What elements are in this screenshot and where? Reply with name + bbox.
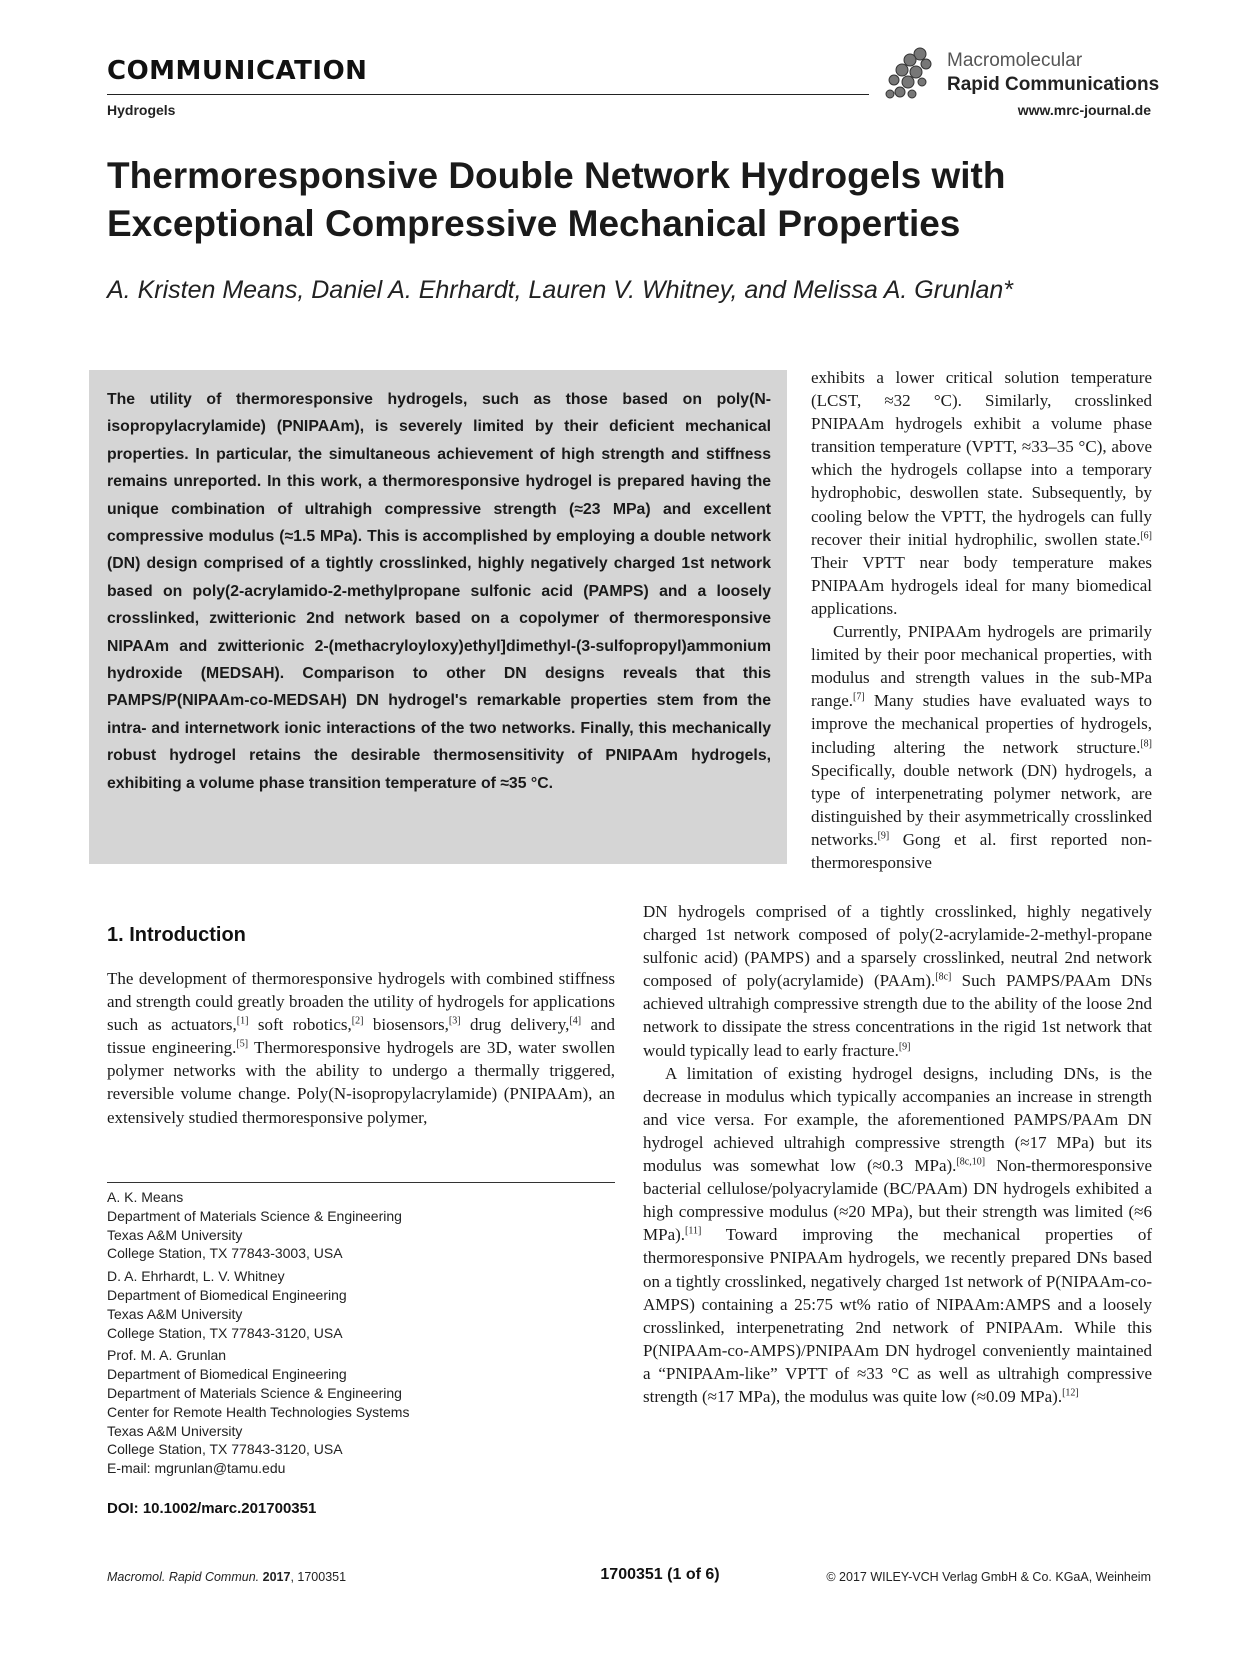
section-label: COMMUNICATION — [107, 56, 368, 86]
footer-journal: Macromol. Rapid Commun. — [107, 1570, 260, 1584]
affiliation-line: College Station, TX 77843-3120, USA — [107, 1441, 343, 1458]
journal-logo-icon — [880, 44, 942, 106]
citation-ref[interactable]: [11] — [685, 1225, 702, 1237]
journal-name-line1: Macromolecular — [947, 50, 1083, 71]
journal-name-line2: Rapid Communications — [947, 74, 1160, 95]
affiliation-line: Department of Biomedical Engineering — [107, 1286, 347, 1303]
affiliation-line: A. K. Means — [107, 1189, 184, 1205]
paragraph: DN hydrogels comprised of a tightly crosslinked, highly negatively charged 1st network composed of poly(2-acrylamide-2-methyl-propane sulfonic acid) (PAMPS) and a sparsely crosslinked, neutral 2nd network composed of poly(acrylamide) (PAAm).[8c] Such PAMPS/PAAm DNs achieved ultrahigh compressive strength due to the ability of the loose 2nd network to dissipate the stress concentrations in the rigid 1st network that would typically lead to early fracture.[9] — [643, 902, 1152, 1060]
page-number: 1700351 (1 of 6) — [600, 1566, 720, 1583]
doi-link[interactable]: DOI: 10.1002/marc.201700351 — [107, 1500, 317, 1517]
citation-ref[interactable]: [7] — [853, 691, 865, 703]
right-column-text — [811, 366, 1152, 874]
citation-ref[interactable]: [1] — [236, 1015, 249, 1027]
paragraph: exhibits a lower critical solution temperature (LCST, ≈32 °C). Similarly, crosslinked PNIPAAm hydrogels exhibit a volume phase transition temperature (VPTT, ≈33–35 °C), above which the hydrogels collapse into a temporary hydrophobic, deswollen state. Subsequently, by cooling below the VPTT, the hydrogels can fully recover their initial hydrophilic, swollen state.[6] Their VPTT near body temperature makes PNIPAAm hydrogels ideal for many biomedical applications. — [811, 368, 1152, 618]
citation-ref[interactable]: [9] — [877, 830, 890, 842]
footer-year: 2017 — [262, 1570, 291, 1584]
introduction-heading: 1. Introduction — [107, 924, 246, 946]
right-column-continued — [643, 900, 1152, 1408]
paragraph: Currently, PNIPAAm hydrogels are primarily limited by their poor mechanical properties, with modulus and strength values in the sub-MPa range.[7] Many studies have evaluated ways to improve the mechanical properties of hydrogels, including altering the network structure.[8] Specifically, double network (DN) hydrogels, a type of interpenetrating polymer network, are distinguished by their asymmetrically crosslinked networks.[9] Gong et al. first reported non-thermoresponsive — [811, 622, 1152, 872]
citation-ref[interactable]: [8c,10] — [956, 1156, 986, 1168]
affiliation-line: Texas A&M University — [107, 1305, 243, 1322]
affiliation-line: D. A. Ehrhardt, L. V. Whitney — [107, 1268, 285, 1285]
affiliation-line: Texas A&M University — [107, 1226, 243, 1243]
affiliation-block — [107, 1346, 615, 1478]
abstract-text: The utility of thermoresponsive hydrogels, such as those based on poly(N-isopropylacrylamide) (PNIPAAm), is severely limited by their deficient mechanical properties. In particular, the simultaneous achievement of high strength and stiffness remains unreported. In this work, a thermoresponsive hydrogel is prepared having the unique combination of ultrahigh compressive strength (≈23 MPa) and excellent compressive modulus (≈1.5 MPa). This is accomplished by employing a double network (DN) design comprised of a tightly crosslinked, highly negatively charged 1st network based on poly(2-acrylamido-2-methylpropane sulfonic acid (PAMPS) and a loosely crosslinked, zwitterionic 2nd network based on a copolymer of thermoresponsive NIPAAm and zwitterionic 2-(methacryloyloxy)ethyl]dimethyl-(3-sulfopropyl)ammonium hydroxide (MEDSAH). Comparison to other DN designs reveals that this PAMPS/P(NIPAAm-co-MEDSAH) DN hydrogel's remarkable properties stem from the intra- and internetwork ionic interactions of the two networks. Finally, this mechanically robust hydrogel retains the desirable thermosensitivity of PNIPAAm hydrogels, exhibiting a volume phase transition temperature of ≈35 °C. — [107, 391, 771, 792]
citation-ref[interactable]: [8] — [1140, 737, 1152, 749]
citation-ref[interactable]: [2] — [351, 1015, 364, 1027]
article-title — [107, 152, 1147, 248]
affiliation-line: Center for Remote Health Technologies Systems — [107, 1403, 410, 1420]
citation-ref[interactable]: [4] — [569, 1015, 582, 1027]
affiliation-line: Prof. M. A. Grunlan — [107, 1347, 227, 1364]
affiliation-block — [107, 1188, 615, 1263]
header-rule — [107, 94, 869, 95]
paragraph: A limitation of existing hydrogel designs, including DNs, is the decrease in modulus which typically accompanies an increase in strength and vice versa. For example, the aforementioned PAMPS/PAAm DN hydrogel achieved ultrahigh compressive strength (≈17 MPa) but its modulus was somewhat low (≈0.3 MPa).[8c,10] Non-thermoresponsive bacterial cellulose/polyacrylamide (BC/PAAm) DN hydrogels exhibited a high compressive modulus (≈20 MPa), but their strength was limited (≈6 MPa).[11] Toward improving the mechanical properties of thermoresponsive PNIPAAm hydrogels, we recently prepared DNs based on a tightly crosslinked, negatively charged 1st network of P(NIPAAm-co-AMPS) containing a 25:75 wt% ratio of NIPAAm:AMPS and a loosely crosslinked, interpenetrating 2nd network of PNIPAAm. While this P(NIPAAm-co-AMPS)/PNIPAAm DN hydrogel conveniently maintained a “PNIPAAm-like” VPTT of ≈33 °C as well as ultrahigh compressive strength (≈17 MPa), the modulus was quite low (≈0.09 MPa).[12] — [643, 1063, 1152, 1406]
citation-ref[interactable]: [12] — [1062, 1387, 1079, 1399]
author-list: A. Kristen Means, Daniel A. Ehrhardt, Lauren V. Whitney, and Melissa A. Grunlan* — [107, 276, 1013, 304]
title-line-2: Exceptional Compressive Mechanical Properties — [107, 203, 961, 244]
affiliation-line: College Station, TX 77843-3120, USA — [107, 1324, 343, 1341]
affiliation-line: Department of Biomedical Engineering — [107, 1366, 347, 1383]
title-line-1: Thermoresponsive Double Network Hydrogels with — [107, 155, 1006, 196]
affiliation-line: College Station, TX 77843-3003, USA — [107, 1245, 343, 1262]
affiliation-block — [107, 1267, 615, 1342]
affiliations — [107, 1188, 615, 1482]
affiliation-line: Texas A&M University — [107, 1422, 243, 1439]
footer-article-no: , 1700351 — [290, 1570, 347, 1584]
affiliation-line: Department of Materials Science & Engineering — [107, 1384, 402, 1401]
journal-url-link[interactable]: www.mrc-journal.de — [1017, 102, 1151, 118]
introduction-text: The development of thermoresponsive hydrogels with combined stiffness and strength could greatly broaden the utility of hydrogels for applications such as actuators,[1] soft robotics,[2] biosensors,[3] drug delivery,[4] and tissue engineering.[5] Thermoresponsive hydrogels are 3D, water swollen polymer networks with the ability to undergo a thermally triggered, reversible volume change. Poly(N-isopropylacrylamide) (PNIPAAm), an extensively studied thermoresponsive polymer, — [107, 969, 615, 1127]
affiliation-line: Department of Materials Science & Engineering — [107, 1207, 402, 1224]
citation-ref[interactable]: [6] — [1140, 530, 1152, 541]
citation-ref[interactable]: [8c] — [935, 971, 952, 983]
subsection-label: Hydrogels — [107, 102, 176, 118]
copyright: © 2017 WILEY-VCH Verlag GmbH & Co. KGaA, Weinheim — [826, 1570, 1151, 1584]
citation-ref[interactable]: [9] — [898, 1040, 911, 1052]
citation-ref[interactable]: [5] — [236, 1038, 249, 1050]
footer-citation — [107, 1570, 346, 1584]
affiliation-rule — [107, 1182, 615, 1183]
email-link[interactable]: E-mail: mgrunlan@tamu.edu — [107, 1460, 286, 1477]
citation-ref[interactable]: [3] — [448, 1015, 461, 1027]
